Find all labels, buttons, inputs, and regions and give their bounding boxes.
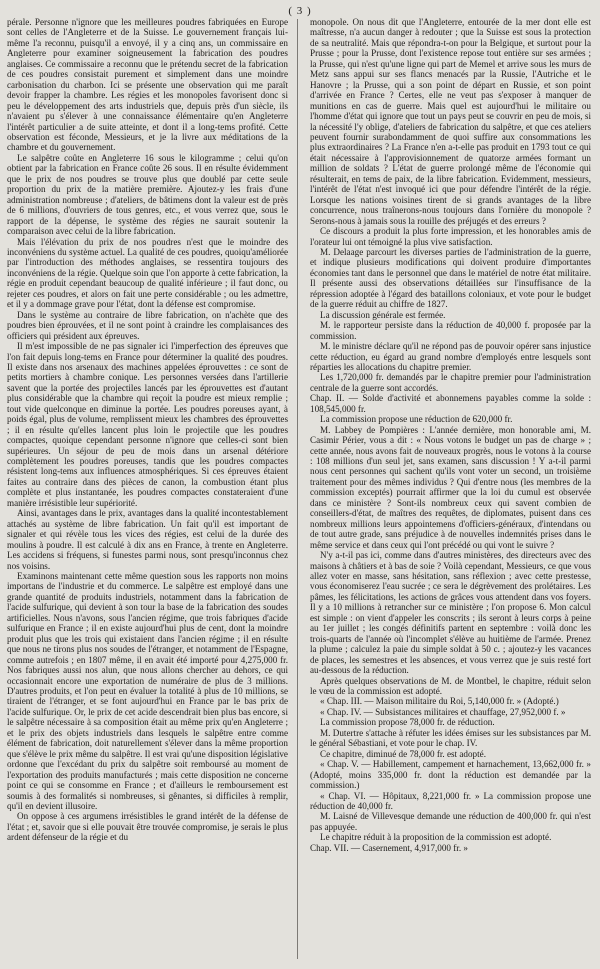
paragraph: Examinons maintenant cette même question sous les rapports non moins importans de l'industrie et du commerce. Le salpêtre est employé dans une grande quantité de produits industriels, notamment dans la fabrication de l'acide sulfurique, qui devient à son tour la base de la fabrication des soudes artificielles. Nous n'avons, sous l'ancien régime, que trois fabriques d'acide sulfurique en France ; il en existe aujourd'hui plus de cent, dont la moindre produit plus que les trois qui existaient dans l'ancien régime ; il en résulte que nous ne tirons plus nos soudes de l'étranger, et notamment de l'Espagne, comme autrefois ; en 1807 même, il en avait été importé pour 4,275,000 fr. Nos fabriques aussi nos alun, que nous allons chercher au dehors, ce qui occasionnait encore une exportation de numéraire de plus de 3 millions. D'autres produits, et l'on peut en évaluer la totalité à plus de 10 millions, se tiraient de l'étranger, et se font aujourd'hui en France par le bas prix de l'acide sulfurique. Or, le prix de cet acide descendrait bien plus bas encore, si le salpêtre nécessaire à sa composition était au même prix qu'en Angleterre ; et le prix des objets industriels dans lesquels le salpêtre entre comme élément de fabrication, doit naturellement s'élever dans la même proportion que s'élève le prix même du salpêtre. Il est vrai qu'une disposition législative ordonne que l'excédant du prix du salpêtre soit remboursé au moment de l'exportation des produits manufacturés ; mais cette disposition ne concerne point ce qui se consomme en France ; et d'ailleurs le remboursement est soumis à des formalités si nombreuses, si gênantes, si difficiles à remplir, qu'il en devient illusoire. (7, 571, 288, 811)
paragraph: Chap. VII. — Casernement, 4,917,000 fr. » (310, 842, 468, 853)
paragraph: M. le ministre déclare qu'il ne répond pas de pouvoir opérer sans injustice cette réduction, eu égard au grand nombre d'employés entre lesquels sont réparties les allocations du chapitre premier. (310, 341, 591, 372)
paragraph: « Chap. IV. — Subsistances militaires et chauffage, 27,952,000 f. » (320, 706, 566, 717)
paragraph: M. Labbey de Pompières : L'année dernière, mon honorable ami, M. Casimir Périer, vous a dit : « Nous votons le budget un pas de charge » ; cette année, nous avons fait de nouveaux progrès, nous le votons à la course : 108 millions d'un seul jet, sans examen, sans discussion ! Y a-t-il parmi nous cent personnes qui sachent qu'ils vont voter un second, un troisième traitement pour des mêmes individus ? Qui d'entre nous (les membres de la commission exceptés) pourrait affirmer que la loi du cumul est observée dans ce ministère ? Sont-ils nombreux ceux qui savent combien de conseillers-d'état, de maîtres des requêtes, de diplomates, puisent dans ces nombreux millions leurs appointemens d'officiers-généraux, d'intendans ou de tout autre grade, sans préjudice à de nouvelles indemnités prises dans le même service et dans ceux qui l'ont précédé ou qui vont le suivre ? (310, 424, 591, 550)
paragraph: Les 1,720,000 fr. demandés par le chapitre premier pour l'administration centrale de la guerre sont accordés. (310, 372, 591, 393)
paragraph: monopole. On nous dit que l'Angleterre, entourée de la mer dont elle est maîtresse, n'a aucun danger à redouter ; que la Suisse est sous la protection de sa neutralité. Mais que répondra-t-on pour la Belgique, et surtout pour la Prusse ; pour la Prusse, dont l'existence repose tout entière sur ses armées ; la Prusse, qui n'est qu'une ligne qui part de Memel et arrive sous les murs de Metz sans appui sur ses flancs menacés par la Russie, l'Autriche et le Hanovre ; la Prusse, qui a son point de départ en Russie, et son point d'arrivée en France ? Certes, elle ne veut pas s'exposer à manquer de munitions en cas de guerre. Mais quel est aujourd'hui le militaire ou l'homme d'état qui ignore que tout un pays peut se couvrir en peu de mois, si la nécessité l'y oblige, d'ateliers de fabrication du salpêtre, et que ces ateliers peuvent fournir surabondamment de quoi suffire aux consommations les plus extraordinaires ? La France n'en a-t-elle pas produit en 1793 tout ce qui était nécessaire à l'approvisionnement de quatorze armées formant un million de soldats ? L'état de guerre prolongé même de l'économie qui résulterait, en tems de paix, de la libre fabrication. Evidemment, messieurs, l'intérêt de l'état n'est invoqué ici que pour défendre l'intérêt de la régie. Lorsque les nations voisines tirent de si grands avantages de la libre concurrence, nous traînerons-nous toujours dans l'ornière du monopole ? Serons-nous à jamais sous la rouille des préjugés et des erreurs ? (310, 17, 591, 226)
column-divider (297, 19, 298, 959)
paragraph: « Chap. III. — Maison militaire du Roi, 5,140,000 fr. » (Adopté.) (320, 696, 559, 707)
paragraph: Le chapitre réduit à la proposition de la commission est adopté. (320, 832, 552, 843)
paragraph: M. Dutertre s'attache à réfuter les idées émises sur les subsistances par M. le général Sébastiani, et vote pour le chap. IV. (310, 727, 591, 749)
paragraph: M. le rapporteur persiste dans la réduction de 40,000 f. proposée par la commission. (310, 320, 591, 341)
paragraph: Ce discours a produit la plus forte impression, et les honorables amis de l'orateur lui ont témoigné la plus vive satisfaction. (310, 226, 591, 247)
left-column (7, 17, 288, 962)
paragraph: Ainsi, avantages dans le prix, avantages dans la qualité incontestablement attachés au système de libre fabrication. Un fait qu'il est important de signaler et qui révèle tous les vices des régies, est celui de la durée des moulins à poudre. Il est calculé à dix ans en France, à trente en Angleterre. Les accidens si fréquens, si funestes parmi nous, sont presqu'inconnus chez nos voisins. (7, 508, 288, 571)
paragraph: Le salpêtre coûte en Angleterre 16 sous le kilogramme ; celui qu'on obtient par la fabrication en France coûte 26 sous. Il en résulte évidemment que le prix de nos poudres se trouve plus que doublé par cette seule proportion du prix de la matière première. Ajoutez-y les frais d'une administration nombreuse ; d'ateliers, de bâtimens dont la valeur est de près de 6 millions, d'ouvriers de tous genres, etc., et vous verrez que, sous le rapport de la dépense, le système des régies ne saurait soutenir la comparaison avec celui de la libre fabrication. (7, 152, 288, 237)
paragraph: On oppose à ces argumens irrésistibles le grand intérêt de la défense de l'état ; et, savoir que si elle pouvait être trouvée compromise, je serais le plus ardent défenseur de la régie et du (7, 811, 288, 843)
paragraph: Mais l'élévation du prix de nos poudres n'est que le moindre des inconvéniens du système actuel. La qualité de ces poudres, quoiqu'améliorée par l'introduction des méthodes anglaises, se ressentira toujours des inconvéniens de la régie. Quelque soin que l'on apporte à cette fabrication, la régie en produit cependant beaucoup de qualité inférieure ; il faut donc, ou rejeter ces poudres, et alors on fait une perte considérable ; ou les admettre, et il y a dommage grave pour l'état, dont la défense est compromise. (7, 236, 288, 310)
paragraph: Chap. II. — Solde d'activité et abonnemens payables comme la solde : 108,545,000 fr. (310, 393, 591, 414)
paragraph: M. Delaage parcourt les diverses parties de l'administration de la guerre, et indique plusieurs modifications qui doivent produire d'importantes économies tant dans le personnel que dans le matériel de notre état militaire. Il présente aussi des observations détaillées sur l'insuffisance de la répression adoptée à l'égard des bataillons coloniaux, et vote pour le budget de la guerre réduit au chiffre de 1827. (310, 246, 591, 310)
paragraph: N'y a-t-il pas ici, comme dans d'autres ministères, des directeurs avec des maisons à châtiers et à bas de soie ? Voilà cependant, Messieurs, ce que vous allez voter en masse, sans hésitation, sans réflexion ; avec cette prestesse, vous économiserez l'eau sucrée ; ce sera le dégrèvement des prolétaires. Les pâmes, les félicitations, les actions de grâces vous attendent dans vos foyers. Il y a 10 millions à retrancher sur ce ministère ; l'on propose 6. Mon calcul est simple : on vient d'appeler les conscrits ; ils seront à leurs corps à peine au 1er juillet ; les congés définitifs partent en septembre : voilà donc les trois-quarts de l'année où l'incomplet s'élève au huitième de l'armée. Prenez la plume ; calculez la paie du simple soldat à 50 c. ; ajoutez-y les vacances de places, les semestres et les absences, et vous verrez que je suis resté fort au-dessous de la réduction. (310, 550, 591, 676)
paragraph: La commission propose 78,000 fr. de réduction. (320, 717, 495, 728)
paragraph: Il m'est impossible de ne pas signaler ici l'imperfection des épreuves que l'on fait depuis long-tems en France pour déterminer la qualité des poudres. Il existe dans nos arsenaux des machines appelées éprouvettes : ce sont de petits mortiers à chambre conique. Les personnes versées dans l'artillerie savent que la portée des projectiles lancés par les éprouvettes est d'autant plus considérable que la chambre qui reçoit la poudre est mieux remplie ; tout vide quelconque en diminue la portée. Les poudres poreuses ayant, à poids égal, plus de volume, remplissent mieux les chambres des éprouvettes ; il en résulte qu'elles lancent plus loin le projectile que les poudres compactes, quoique cependant personne n'ignore que celles-ci sont bien supérieures. Un séjour de peu de mois dans un arsenal détériore complètement les poudres poreuses, tandis que les poudres compactes résistent long-tems aux influences atmosphériques. Si ces épreuves étaient faites au contraire dans des pièces de canon, la combustion étant plus complète et plus instantanée, les poudres compactes constateraient d'une manière irrésistible leur supériorité. (7, 341, 288, 508)
paragraph: Ce chapitre, diminué de 78,000 fr. est adopté. (320, 748, 486, 759)
paragraph: La commission propose une réduction de 620,000 fr. (320, 414, 513, 425)
paragraph: M. Laisné de Villevesque demande une réduction de 400,000 fr. qui n'est pas appuyée. (310, 811, 591, 832)
page-number: ( 3 ) (288, 5, 312, 17)
paragraph: La discussion générale est fermée. (320, 309, 446, 320)
paragraph: « Chap. VI. — Hôpitaux, 8,221,000 fr. » La commission propose une réduction de 40,000 fr. (310, 790, 591, 811)
paragraph: « Chap. V. — Habillement, campement et harnachement, 13,662,000 fr. » (Adopté, moins 335,000 fr. dont la réduction est demandée par la commission.) (310, 759, 591, 791)
right-column (310, 17, 591, 962)
paragraph: Après quelques observations de M. de Montbel, le chapitre, réduit selon le vœu de la commission est adopté. (310, 675, 591, 696)
paragraph: pérale. Personne n'ignore que les meilleures poudres fabriquées en Europe sont celles de l'Angleterre et de la Suisse. Le gouvernement français lui-même l'a reconnu, puisqu'il a envoyé, il y a cinq ans, un commissaire en Angleterre pour examiner soigneusement la fabrication des poudres anglaises. Ce commissaire a reconnu que le prétendu secret de la fabrication de ces poudres consistait purement et simplement dans une moindre carbonisation du charbon. Ici se présente une observation qui me paraît devoir frapper la chambre. Les régies et les monopoles favorisent donc si peu le développement des arts industriels que, depuis près d'un siècle, ils n'avaient pu s'élever à une connaissance élémentaire qu'en Angleterre l'intérêt particulier a de suite atteinte, et dont il a long-tems profité. Cette observation est féconde, Messieurs, et je la livre aux méditations de la chambre et du gouvernement. (7, 17, 288, 153)
paragraph: Dans le système au contraire de libre fabrication, on n'achète que des poudres bien éprouvées, et il ne sont point à craindre les complaisances des officiers qui président aux épreuves. (7, 309, 288, 341)
